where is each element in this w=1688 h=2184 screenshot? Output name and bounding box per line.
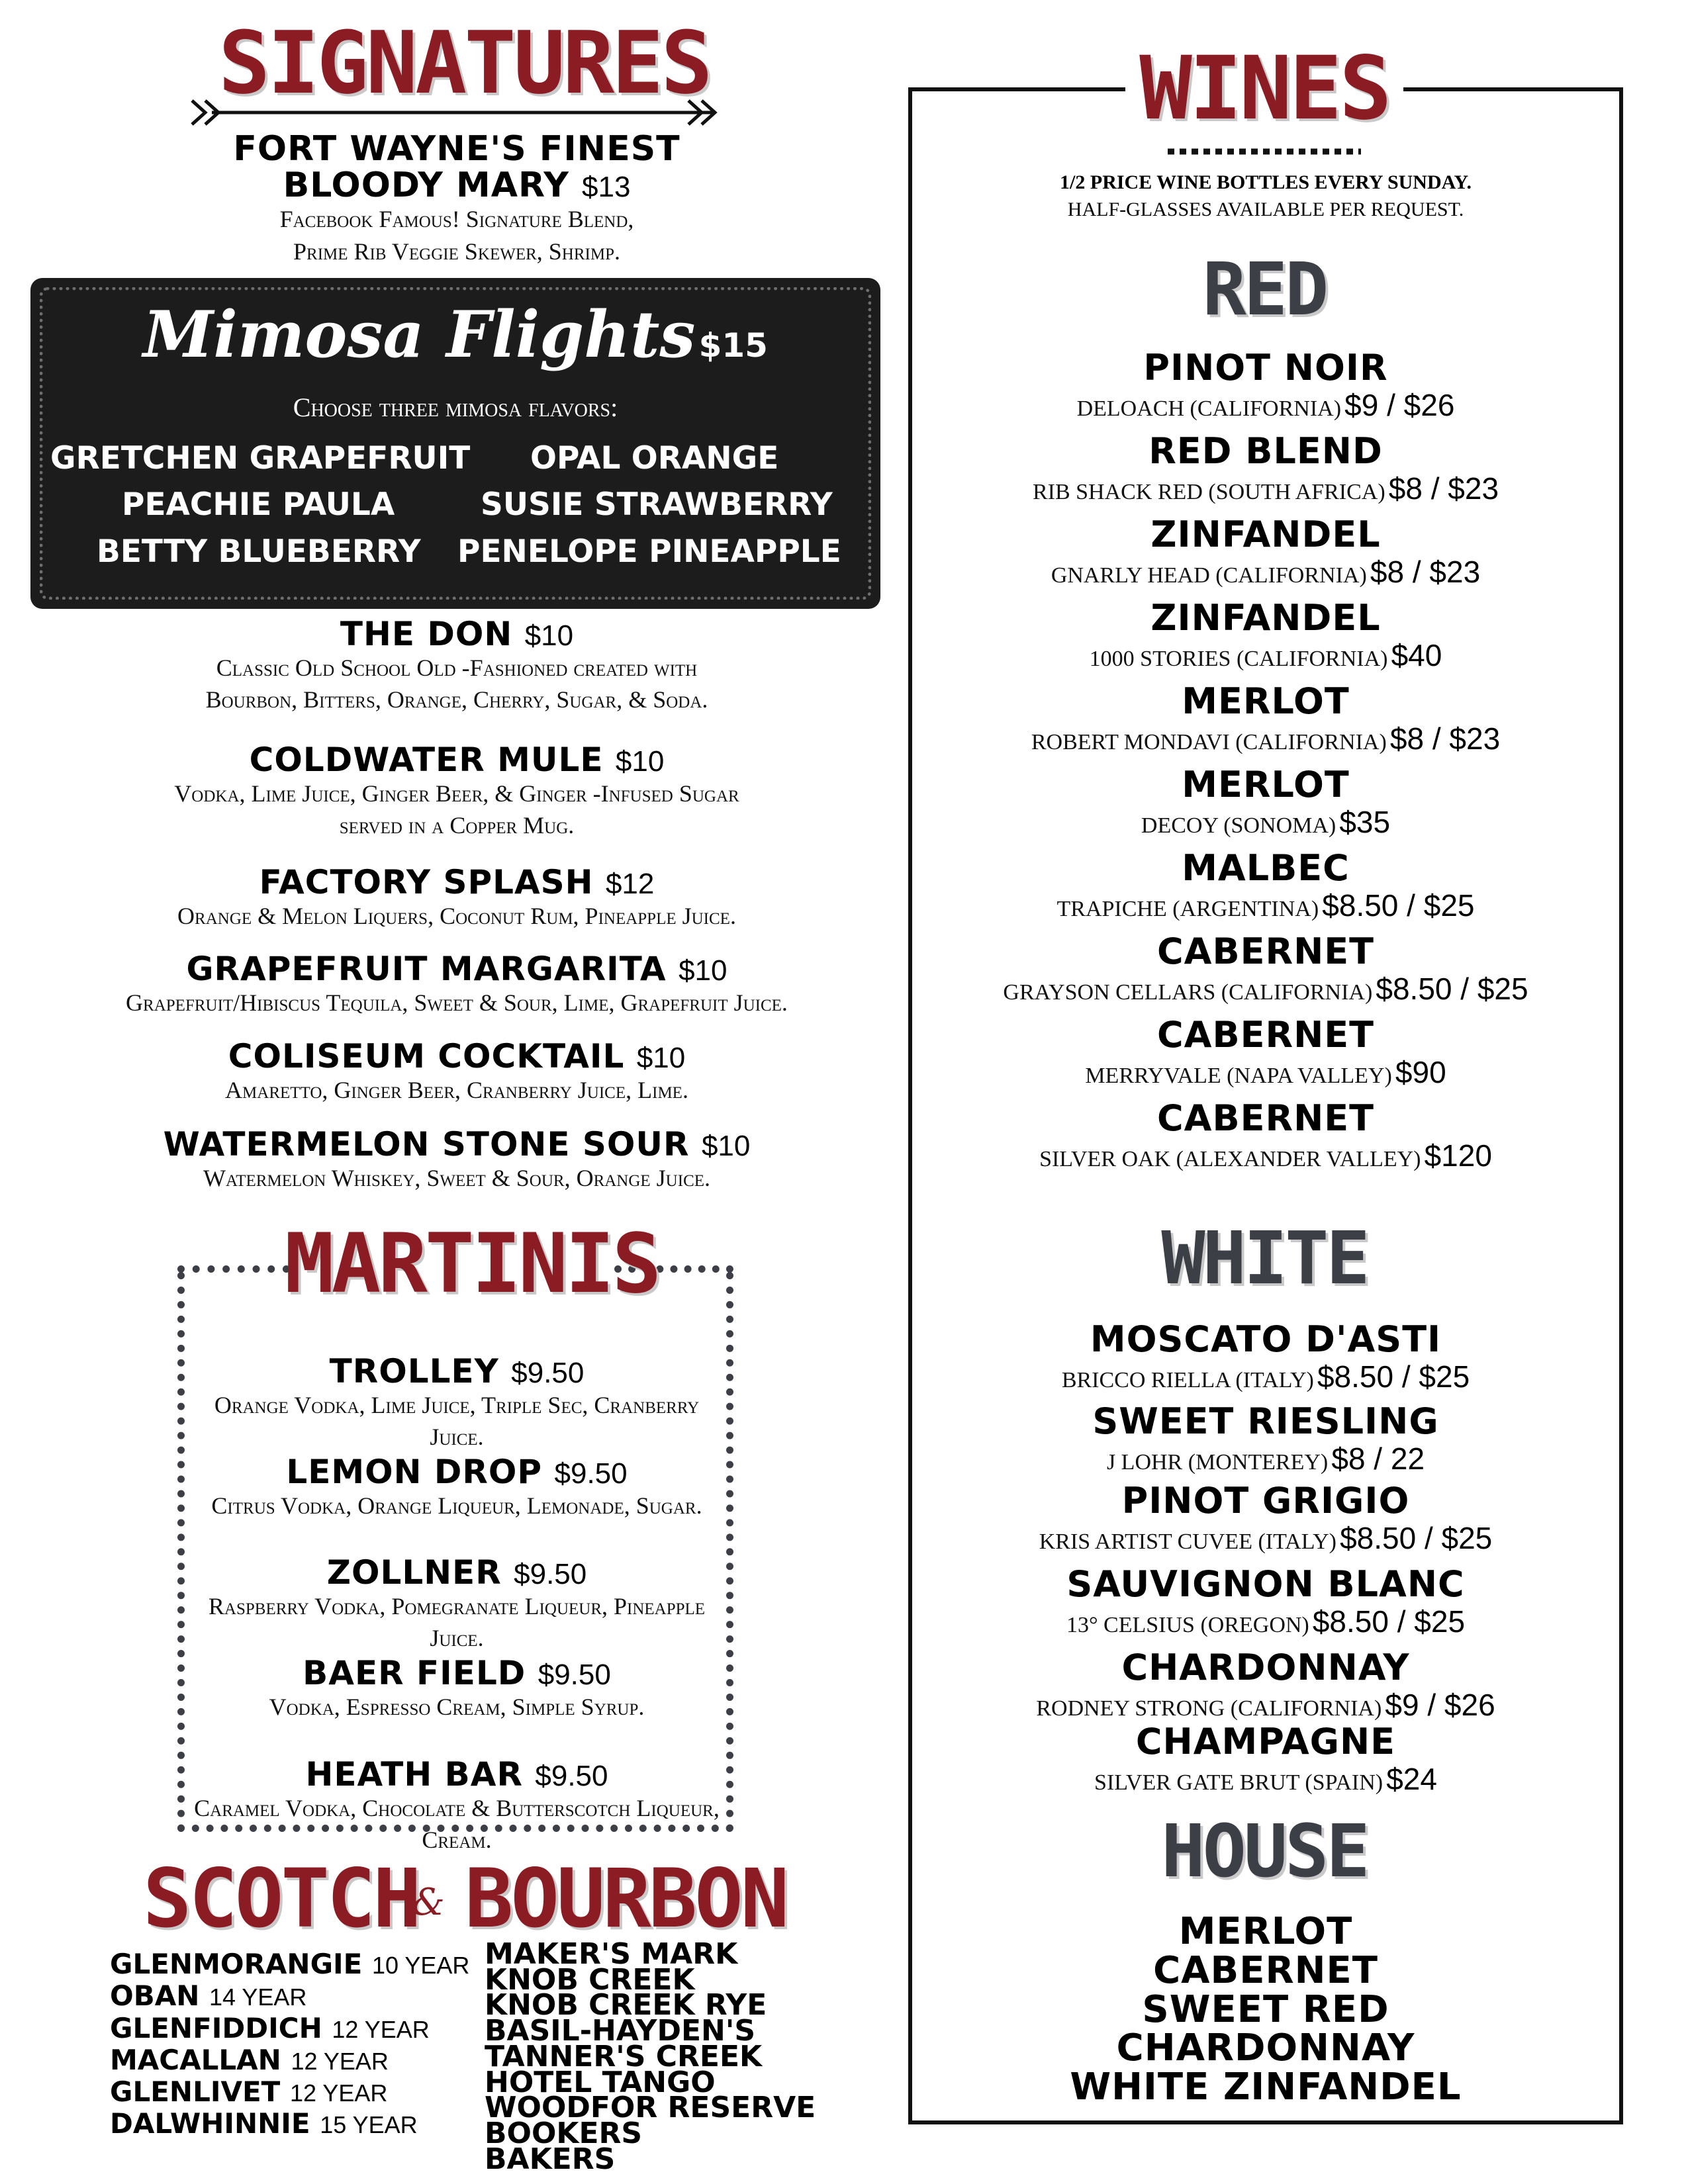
list-item: OBAN 14 YEAR	[110, 1979, 307, 2013]
wine-item: PINOT NOIR DELOACH (CALIFORNIA) $9 / $26	[1076, 347, 1455, 422]
item-desc: Caramel Vodka, Chocolate & Butterscotch Liqueur, Cream.	[194, 1794, 720, 1854]
scotch-list	[110, 1948, 469, 2140]
bourbon-title: BOURBON	[465, 1852, 787, 1946]
martinis-title: MARTINIS	[285, 1216, 659, 1312]
red-wine-list	[920, 349, 1611, 1183]
list-item: DALWHINNIE 15 YEAR	[110, 2107, 418, 2140]
item-desc: Orange & Melon Liquers, Coconut Rum, Pineapple Juice.	[177, 902, 736, 929]
list-item: MAKER'S MARK	[485, 1937, 738, 1971]
item-name: THE DON	[340, 615, 513, 653]
item-price: $10	[524, 619, 574, 652]
item-desc: served in a Copper Mug.	[339, 812, 575, 839]
list-item: GLENMORANGIE 10 YEAR	[110, 1948, 470, 1980]
signature-item	[99, 617, 814, 716]
mimosa-flights-panel	[30, 278, 880, 609]
item-name: TROLLEY	[329, 1352, 499, 1390]
wine-item: CABERNET GRAYSON CELLARS (CALIFORNIA) $8.50 / $25	[1003, 931, 1528, 1006]
list-item: BASIL-HAYDEN'S	[485, 2014, 756, 2048]
wine-item: CABERNET SILVER OAK (ALEXANDER VALLEY) $120	[1039, 1097, 1492, 1173]
list-item: SWEET RED	[1142, 1987, 1389, 2031]
wines-title: WINES	[1139, 38, 1389, 140]
white-title: WHITE	[1161, 1216, 1368, 1300]
mimosa-flavor: BETTY BLUEBERRY	[97, 533, 421, 570]
wine-item: MALBEC TRAPICHE (ARGENTINA) $8.50 / $25	[1056, 847, 1475, 923]
martini-item	[192, 1757, 722, 1856]
wine-item: PINOT GRIGIO KRIS ARTIST CUVEE (ITALY) $8.50 / $25	[1039, 1480, 1493, 1555]
house-wine-list	[920, 1910, 1611, 2109]
item-price: $10	[679, 954, 727, 987]
item-desc: Amaretto, Ginger Beer, Cranberry Juice, Lime.	[225, 1076, 688, 1103]
mimosa-price: $15	[698, 326, 768, 365]
bloody-mary-line1: FORT WAYNE'S FINEST	[233, 129, 680, 169]
item-price: $10	[636, 1042, 686, 1074]
signature-item	[79, 952, 834, 1019]
item-name: LEMON DROP	[286, 1453, 543, 1491]
martini-item	[192, 1555, 722, 1655]
mimosa-flavor: SUSIE STRAWBERRY	[481, 486, 833, 523]
item-desc: Bourbon, Bitters, Orange, Cherry, Sugar, & Soda.	[205, 686, 708, 713]
note-sunday: 1/2 PRICE WINE BOTTLES EVERY SUNDAY.	[1060, 171, 1472, 193]
item-name: HEATH BAR	[305, 1755, 523, 1794]
list-item: BOOKERS	[485, 2116, 643, 2151]
wine-item: MERLOT ROBERT MONDAVI (CALIFORNIA) $8 / $23	[1031, 680, 1501, 756]
item-desc: Citrus Vodka, Orange Liqueur, Lemonade, Sugar.	[211, 1492, 702, 1519]
ampersand: &	[412, 1881, 445, 1924]
mimosa-flavor: PENELOPE PINEAPPLE	[457, 533, 841, 570]
item-price: $10	[615, 745, 665, 778]
martini-item	[192, 1656, 722, 1723]
bloody-mary-line2: BLOODY MARY	[283, 165, 569, 205]
item-price: $9.50	[514, 1558, 587, 1590]
item-name: COLDWATER MULE	[249, 741, 604, 779]
item-desc: Vodka, Lime Juice, Ginger Beer, & Ginger -Infused Sugar	[174, 780, 739, 807]
wine-item: CHARDONNAY RODNEY STRONG (CALIFORNIA) $9 / $26	[1036, 1647, 1495, 1722]
mimosa-flavor: GRETCHEN GRAPEFRUIT	[50, 440, 471, 477]
wine-notes	[920, 169, 1611, 223]
wine-item: SWEET RIESLING J LOHR (MONTEREY) $8 / 22	[1092, 1400, 1439, 1476]
item-name: ZOLLNER	[326, 1553, 502, 1592]
item-name: GRAPEFRUIT MARGARITA	[186, 950, 667, 988]
item-desc: Grapefruit/Hibiscus Tequila, Sweet & Sour, Lime, Grapefruit Juice.	[126, 989, 788, 1016]
list-item: KNOB CREEK RYE	[485, 1988, 767, 2023]
list-item: CHARDONNAY	[1116, 2026, 1415, 2070]
list-item: TANNER'S CREEK	[485, 2039, 763, 2073]
wine-item: CHAMPAGNE SILVER GATE BRUT (SPAIN) $24	[1094, 1721, 1437, 1796]
signature-item	[99, 743, 814, 842]
bloody-mary-price: $13	[582, 170, 631, 203]
item-price: $12	[605, 868, 655, 900]
item-name: COLISEUM COCKTAIL	[228, 1037, 625, 1075]
bloody-mary-item	[132, 131, 781, 267]
item-desc: Watermelon Whiskey, Sweet & Sour, Orange Juice.	[203, 1164, 711, 1191]
list-item: WOODFOR RESERVE	[485, 2091, 816, 2125]
white-wine-list	[920, 1318, 1611, 1805]
house-title: HOUSE	[1161, 1809, 1368, 1893]
signature-item	[79, 1127, 834, 1194]
wine-item: SAUVIGNON BLANC 13° CELSIUS (OREGON) $8.50 / $25	[1066, 1563, 1466, 1639]
item-name: WATERMELON STONE SOUR	[163, 1125, 690, 1163]
wine-item: CABERNET MERRYVALE (NAPA VALLEY) $90	[1085, 1014, 1446, 1089]
martini-item	[192, 1354, 722, 1453]
list-item: HOTEL TANGO	[485, 2065, 716, 2099]
mimosa-flavor: PEACHIE PAULA	[122, 486, 395, 523]
item-desc: Orange Vodka, Lime Juice, Triple Sec, Cranberry Juice.	[214, 1391, 700, 1451]
bloody-mary-desc2: Prime Rib Veggie Skewer, Shrimp.	[293, 238, 620, 265]
list-item: GLENLIVET 12 YEAR	[110, 2075, 388, 2109]
item-price: $9.50	[554, 1457, 628, 1490]
red-title: RED	[1202, 247, 1327, 332]
wine-item: MERLOT DECOY (SONOMA) $35	[1141, 764, 1391, 839]
item-name: FACTORY SPLASH	[259, 863, 594, 901]
list-item: GLENFIDDICH 12 YEAR	[110, 2011, 430, 2044]
list-item: KNOB CREEK	[485, 1962, 695, 1997]
wine-item: ZINFANDEL GNARLY HEAD (CALIFORNIA) $8 / $23	[1051, 514, 1481, 589]
dotted-divider-icon	[1165, 147, 1364, 156]
wine-item: ZINFANDEL 1000 STORIES (CALIFORNIA) $40	[1089, 597, 1442, 672]
signature-item	[99, 865, 814, 932]
wine-item: MOSCATO D'ASTI BRICCO RIELLA (ITALY) $8.50 / $25	[1061, 1318, 1470, 1394]
bourbon-list	[485, 1937, 816, 2176]
mimosa-title: Mimosa Flights	[143, 297, 696, 372]
item-desc: Raspberry Vodka, Pomegranate Liqueur, Pineapple Juice.	[208, 1592, 706, 1652]
item-desc: Classic Old School Old -Fashioned created with	[216, 654, 698, 681]
item-price: $9.50	[511, 1357, 585, 1389]
martini-border-top	[177, 1265, 290, 1273]
signature-item	[99, 1039, 814, 1106]
list-item: WHITE ZINFANDEL	[1070, 2066, 1462, 2109]
wine-item: RED BLEND RIB SHACK RED (SOUTH AFRICA) $8 / $23	[1032, 430, 1499, 506]
martini-item	[192, 1455, 722, 1522]
note-half-glasses: HALF-GLASSES AVAILABLE PER REQUEST.	[1067, 198, 1464, 220]
item-price: $10	[701, 1130, 751, 1162]
item-name: BAER FIELD	[303, 1654, 526, 1692]
list-item: CABERNET	[1153, 1948, 1378, 1992]
arrow-divider-icon	[185, 93, 728, 132]
item-price: $9.50	[538, 1659, 611, 1691]
list-item: BAKERS	[485, 2142, 616, 2176]
list-item: MERLOT	[1178, 1910, 1353, 1953]
signatures-title: SIGNATURES	[218, 13, 710, 113]
scotch-title: SCOTCH	[143, 1852, 419, 1946]
bloody-mary-desc1: Facebook Famous! Signature Blend,	[279, 206, 634, 233]
item-desc: Vodka, Espresso Cream, Simple Syrup.	[269, 1693, 645, 1720]
mimosa-flavor: OPAL ORANGE	[530, 440, 779, 477]
list-item: MACALLAN 12 YEAR	[110, 2043, 389, 2076]
item-price: $9.50	[535, 1760, 608, 1792]
mimosa-choose-text: Choose three mimosa flavors:	[293, 392, 618, 422]
